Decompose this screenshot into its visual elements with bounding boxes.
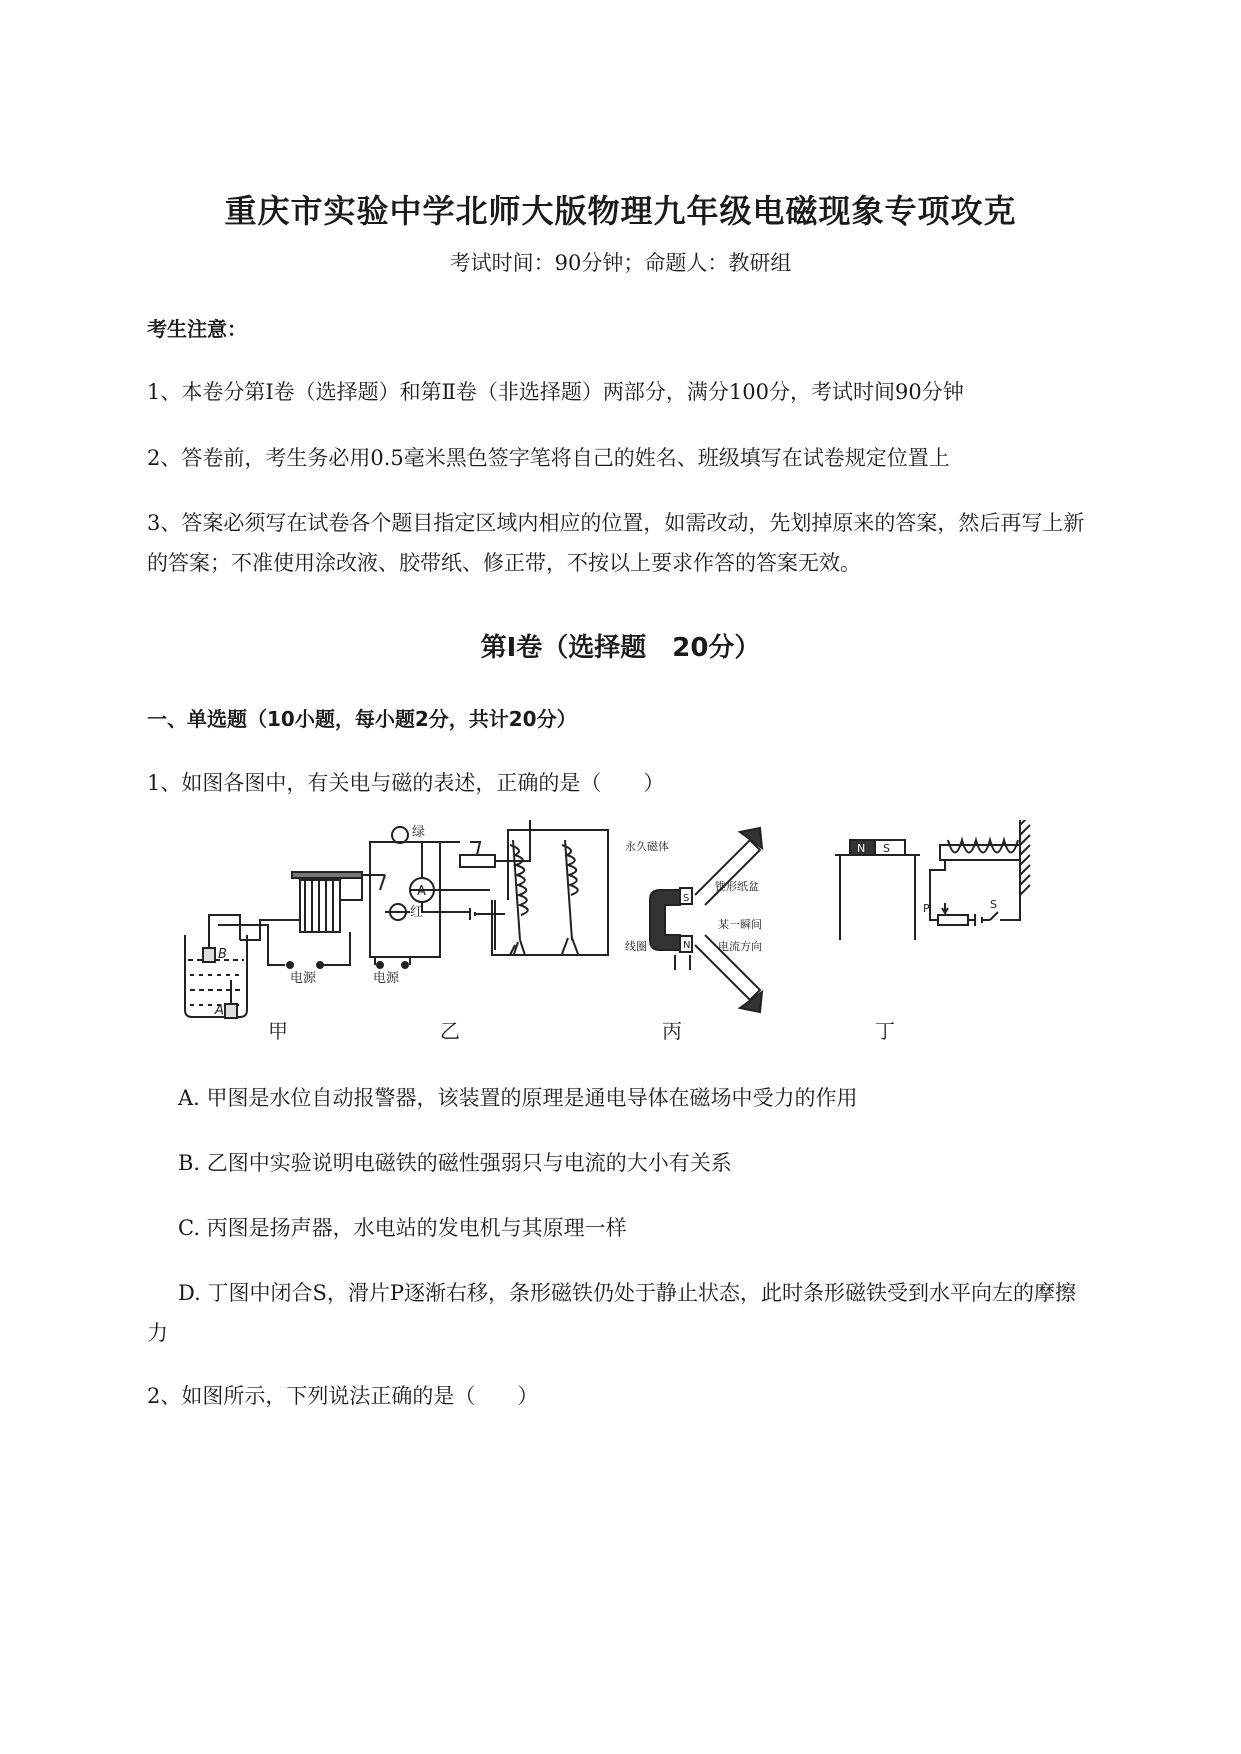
- label-magnet-n: N: [857, 842, 866, 855]
- label-permanent-magnet: 永久磁体: [625, 840, 669, 853]
- figure-jia-water-alarm: [185, 827, 440, 1018]
- question-1-option-d-cont: 力: [147, 1321, 168, 1345]
- label-current-dir: 电流方向: [718, 940, 762, 953]
- label-coil: 线圈: [625, 940, 647, 953]
- notice-heading: 考生注意：: [147, 317, 247, 341]
- part-heading: 一、单选题（10小题，每小题2分，共计20分）: [147, 707, 577, 731]
- label-power-1: 电源: [290, 971, 317, 986]
- label-n-bottom: N: [683, 940, 691, 951]
- label-yi: 乙: [440, 1019, 460, 1043]
- notice-item-2: 2、答卷前，考生务必用0.5毫米黑色签字笔将自己的姓名、班级填写在试卷规定位置上: [147, 446, 950, 470]
- page-title: 重庆市实验中学北师大版物理九年级电磁现象专项攻克: [224, 192, 1017, 230]
- label-moment: 某一瞬间: [718, 918, 762, 931]
- label-a: A: [215, 1003, 224, 1018]
- notice-item-1: 1、本卷分第I卷（选择题）和第Ⅱ卷（非选择题）两部分，满分100分，考试时间90分钟: [147, 380, 964, 404]
- label-ding: 丁: [875, 1019, 895, 1043]
- label-b: B: [218, 947, 227, 962]
- question-1-option-c: C. 丙图是扬声器，水电站的发电机与其原理一样: [178, 1216, 627, 1240]
- notice-item-3: 3、答案必须写在试卷各个题目指定区域内相应的位置，如需改动，先划掉原来的答案，然后再写上新: [147, 511, 1085, 535]
- question-2-stem: 2、如图所示，下列说法正确的是（ ）: [147, 1384, 539, 1408]
- question-1-option-b: B. 乙图中实验说明电磁铁的磁性强弱只与电流的大小有关系: [178, 1151, 732, 1175]
- label-cone: 锥形纸盆: [715, 880, 759, 893]
- notice-item-3-cont: 的答案；不准使用涂改液、胶带纸、修正带，不按以上要求作答的答案无效。: [147, 551, 861, 575]
- question-1-stem: 1、如图各图中，有关电与磁的表述，正确的是（ ）: [147, 771, 665, 795]
- label-bing: 丙: [662, 1019, 682, 1043]
- label-power-2: 电源: [373, 971, 400, 986]
- question-1-figure: [170, 820, 1160, 1050]
- label-green: 绿: [412, 825, 426, 840]
- section-title: 第I卷（选择题 20分）: [480, 633, 761, 663]
- question-1-option-d: D. 丁图中闭合S，滑片P逐渐右移，条形磁铁仍处于静止状态，此时条形磁铁受到水平向左的摩擦: [178, 1281, 1076, 1305]
- exam-info: 考试时间：90分钟；命题人：教研组: [449, 251, 792, 275]
- label-magnet-s: S: [883, 842, 890, 855]
- figure-ding-magnet: [835, 820, 1030, 940]
- label-jia: 甲: [268, 1019, 288, 1043]
- label-ammeter: A: [417, 884, 426, 899]
- label-red: 红: [410, 905, 424, 920]
- label-s-top: S: [683, 893, 690, 904]
- question-1-option-a: A. 甲图是水位自动报警器，该装置的原理是通电导体在磁场中受力的作用: [178, 1086, 858, 1110]
- label-switch-s: S: [990, 898, 997, 911]
- label-p: P: [923, 902, 930, 915]
